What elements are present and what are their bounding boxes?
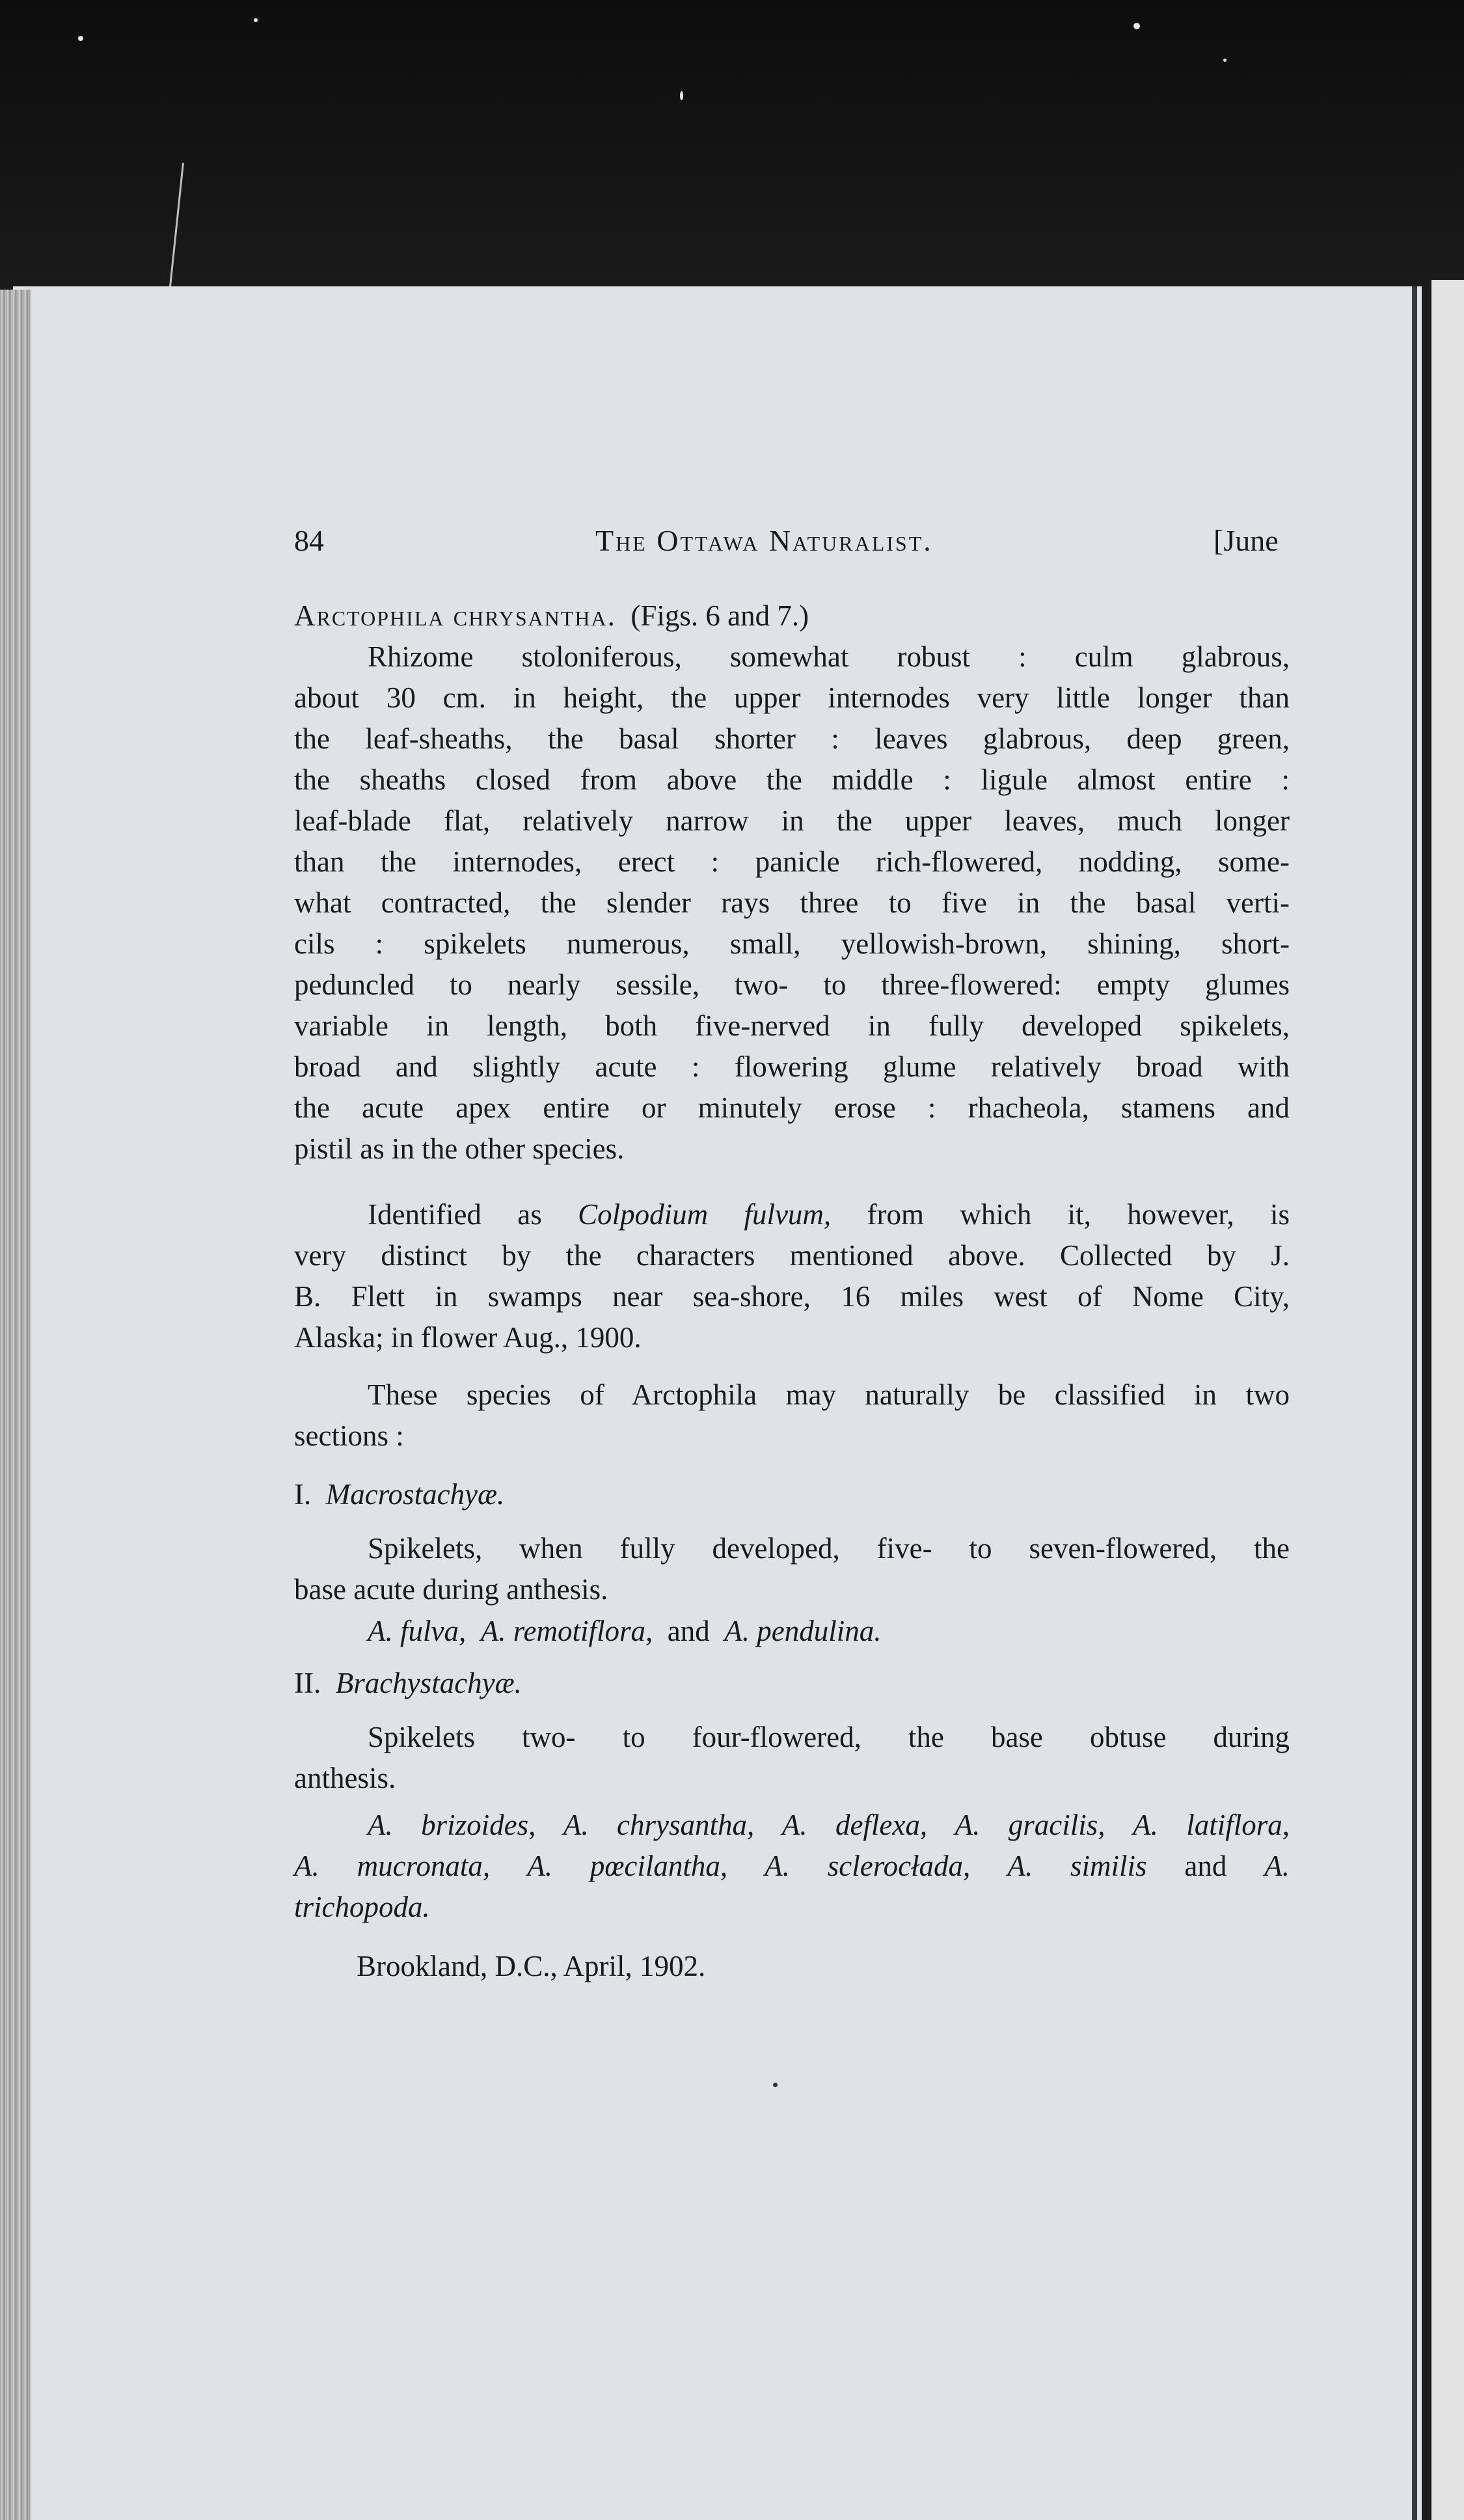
description-line: the acute apex entire or minutely erose : rhacheola, stamens and bbox=[294, 1091, 1290, 1124]
synonym-name: Colpodium fulvum, bbox=[578, 1198, 832, 1231]
running-month: [June bbox=[1213, 524, 1279, 557]
description-line: peduncled to nearly sessile, two- to three-flowered: empty glumes bbox=[294, 968, 1290, 1001]
next-page-edge bbox=[1431, 280, 1464, 2520]
species-item: A. fulva, bbox=[368, 1615, 467, 1647]
ink-speck bbox=[773, 2083, 778, 2087]
page-number: 84 bbox=[294, 524, 324, 557]
binding-edge bbox=[0, 290, 31, 2520]
species-list: trichopoda. bbox=[294, 1891, 430, 1923]
species-item: A. pendulina. bbox=[724, 1615, 882, 1647]
dust-speck bbox=[78, 36, 83, 41]
identified-text: from which it, however, is bbox=[831, 1198, 1290, 1231]
dust-speck bbox=[1223, 59, 1227, 62]
species-list bbox=[294, 1846, 1290, 1886]
classification-line: These species of Arctophila may naturally be classified in two bbox=[368, 1378, 1290, 1411]
description-line: than the internodes, erect : panicle rich-flowered, nodding, some- bbox=[294, 845, 1290, 878]
species-item: A. bbox=[1264, 1850, 1290, 1882]
identified-line bbox=[368, 1194, 1290, 1235]
dust-speck bbox=[680, 91, 683, 100]
description-line: Rhizome stoloniferous, somewhat robust : culm glabrous, bbox=[368, 640, 1290, 673]
description-line: variable in length, both five-nerved in fully developed spikelets, bbox=[294, 1009, 1290, 1042]
dust-speck bbox=[254, 18, 258, 22]
section-name: Brachystachyæ. bbox=[335, 1667, 522, 1699]
section-numeral: I. bbox=[294, 1478, 312, 1511]
conjunction: and bbox=[1146, 1850, 1265, 1882]
section-description: Spikelets, when fully developed, five- to seven-flowered, the bbox=[368, 1532, 1290, 1565]
species-items: A. mucronata, A. pœcilantha, A. sclerocłada, A. similis bbox=[294, 1850, 1147, 1882]
scanner-background bbox=[0, 0, 1464, 290]
identified-line: Alaska; in flower Aug., 1900. bbox=[294, 1321, 642, 1354]
section-description: anthesis. bbox=[294, 1762, 396, 1794]
identified-line: B. Flett in swamps near sea-shore, 16 miles west of Nome City, bbox=[294, 1280, 1290, 1313]
section-description: base acute during anthesis. bbox=[294, 1573, 608, 1606]
classification-line: sections : bbox=[294, 1419, 404, 1452]
identified-text: Identified as bbox=[368, 1198, 578, 1231]
description-line: the leaf-sheaths, the basal shorter : leaves glabrous, deep green, bbox=[294, 722, 1290, 755]
species-name: Arctophila chrysantha. bbox=[294, 599, 616, 632]
section-numeral: II. bbox=[294, 1667, 321, 1699]
section-heading bbox=[294, 1474, 504, 1514]
section-heading bbox=[294, 1663, 522, 1703]
species-list bbox=[368, 1611, 882, 1651]
description-line: leaf-blade flat, relatively narrow in the upper leaves, much longer bbox=[294, 804, 1290, 837]
figure-reference: (Figs. 6 and 7.) bbox=[630, 599, 809, 632]
identified-line: very distinct by the characters mentioned above. Collected by J. bbox=[294, 1239, 1290, 1272]
signoff: Brookland, D.C., April, 1902. bbox=[357, 1950, 706, 1982]
dust-speck bbox=[1133, 23, 1140, 29]
conjunction: and bbox=[667, 1615, 710, 1647]
description-line: what contracted, the slender rays three to five in the basal verti- bbox=[294, 886, 1290, 919]
section-name: Macrostachyæ. bbox=[325, 1478, 505, 1511]
description-line: the sheaths closed from above the middle : ligule almost entire : bbox=[294, 763, 1290, 796]
page-edge-line bbox=[1412, 286, 1417, 2520]
description-line: about 30 cm. in height, the upper internodes very little longer than bbox=[294, 681, 1290, 714]
species-list: A. brizoides, A. chrysantha, A. deflexa, A. gracilis, A. latiflora, bbox=[368, 1809, 1290, 1841]
species-heading bbox=[294, 596, 809, 636]
section-description: Spikelets two- to four-flowered, the base obtuse during bbox=[368, 1721, 1290, 1753]
description-line: pistil as in the other species. bbox=[294, 1132, 625, 1165]
description-line: cils : spikelets numerous, small, yellowish-brown, shining, short- bbox=[294, 927, 1290, 960]
description-line: broad and slightly acute : flowering glume relatively broad with bbox=[294, 1050, 1290, 1083]
species-item: A. remotiflora, bbox=[480, 1615, 653, 1647]
running-title: The Ottawa Naturalist. bbox=[595, 524, 933, 557]
